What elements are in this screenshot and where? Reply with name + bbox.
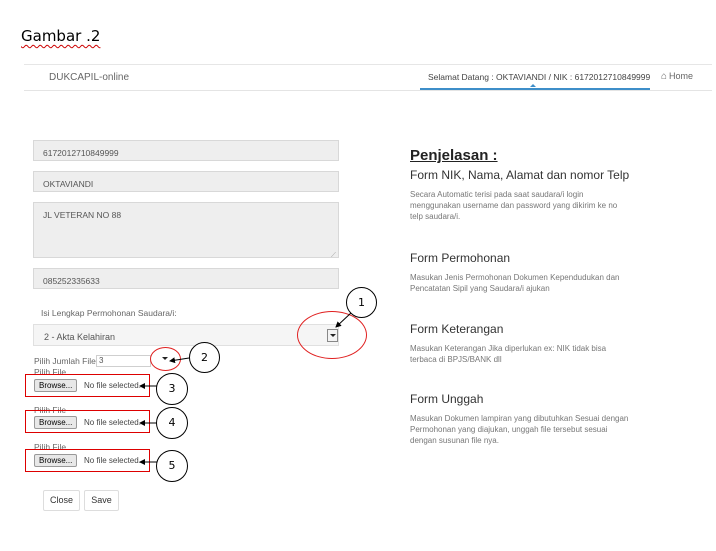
close-button[interactable]: Close <box>43 490 80 511</box>
file-label-1: Pilih File <box>34 367 67 377</box>
browse-button-3[interactable]: Browse... <box>34 454 77 467</box>
home-icon: ⌂ <box>661 71 668 82</box>
annotation-number-4: 4 <box>156 407 188 439</box>
annotation-number-3: 3 <box>156 373 188 405</box>
caption: Gambar .2 <box>21 27 101 45</box>
annotation-number-5: 5 <box>156 450 188 482</box>
section-text-unggah: Masukan Dokumen lampiran yang dibutuhkan Sesuai dengan Permohonan yang diajukan, unggah file tersebut sesuai dengan susunan file nya. <box>410 414 629 445</box>
jumlah-file-select[interactable]: 3 <box>96 355 151 367</box>
file-label-3: Pilih File <box>34 442 67 452</box>
welcome-text: Selamat Datang : OKTAVIANDI / NIK : 6172012710849999 <box>428 72 651 82</box>
explanation-heading: Penjelasan : <box>410 147 498 164</box>
jumlah-file-label: Pilih Jumlah File <box>34 356 96 366</box>
file-status-1: No file selected. <box>84 381 141 390</box>
permohonan-label: Isi Lengkap Permohonan Saudara/i: <box>41 308 177 318</box>
save-button[interactable]: Save <box>84 490 119 511</box>
section-text-permohonan: Masukan Jenis Permohonan Dokumen Kependudukan dan Pencatatan Sipil yang Saudara/i ajukan <box>410 273 620 293</box>
browse-button-2[interactable]: Browse... <box>34 416 77 429</box>
file-status-3: No file selected. <box>84 456 141 465</box>
browse-button-1[interactable]: Browse... <box>34 379 77 392</box>
section-text-keterangan: Masukan Keterangan Jika diperlukan ex: NIK tidak bisa terbaca di BPJS/BANK dll <box>410 344 607 364</box>
annotation-number-2: 2 <box>189 342 220 373</box>
nik-field[interactable]: 6172012710849999 <box>33 140 339 161</box>
phone-field[interactable]: 085252335633 <box>33 268 339 289</box>
section-title-keterangan: Form Keterangan <box>410 322 504 336</box>
resize-grip-icon[interactable]: ⟋ <box>331 252 336 259</box>
section-title-unggah: Form Unggah <box>410 392 484 406</box>
file-status-2: No file selected. <box>84 418 141 427</box>
section-title-permohonan: Form Permohonan <box>410 251 511 265</box>
section-title-identity: Form NIK, Nama, Alamat dan nomor Telp <box>410 168 630 182</box>
brand-link[interactable]: DUKCAPIL-online <box>49 72 130 83</box>
permohonan-select[interactable]: 2 - Akta Kelahiran <box>33 324 339 346</box>
file-label-2: Pilih File <box>34 405 67 415</box>
annotation-number-1: 1 <box>346 287 377 318</box>
address-field[interactable]: JL VETERAN NO 88 <box>33 202 339 258</box>
name-field[interactable]: OKTAVIANDI <box>33 171 339 192</box>
section-text-identity: Secara Automatic terisi pada saat saudara/i login menggunakan username dan password yang dikirim ke no telp saudara/i. <box>410 190 618 221</box>
home-label: Home <box>669 71 694 81</box>
